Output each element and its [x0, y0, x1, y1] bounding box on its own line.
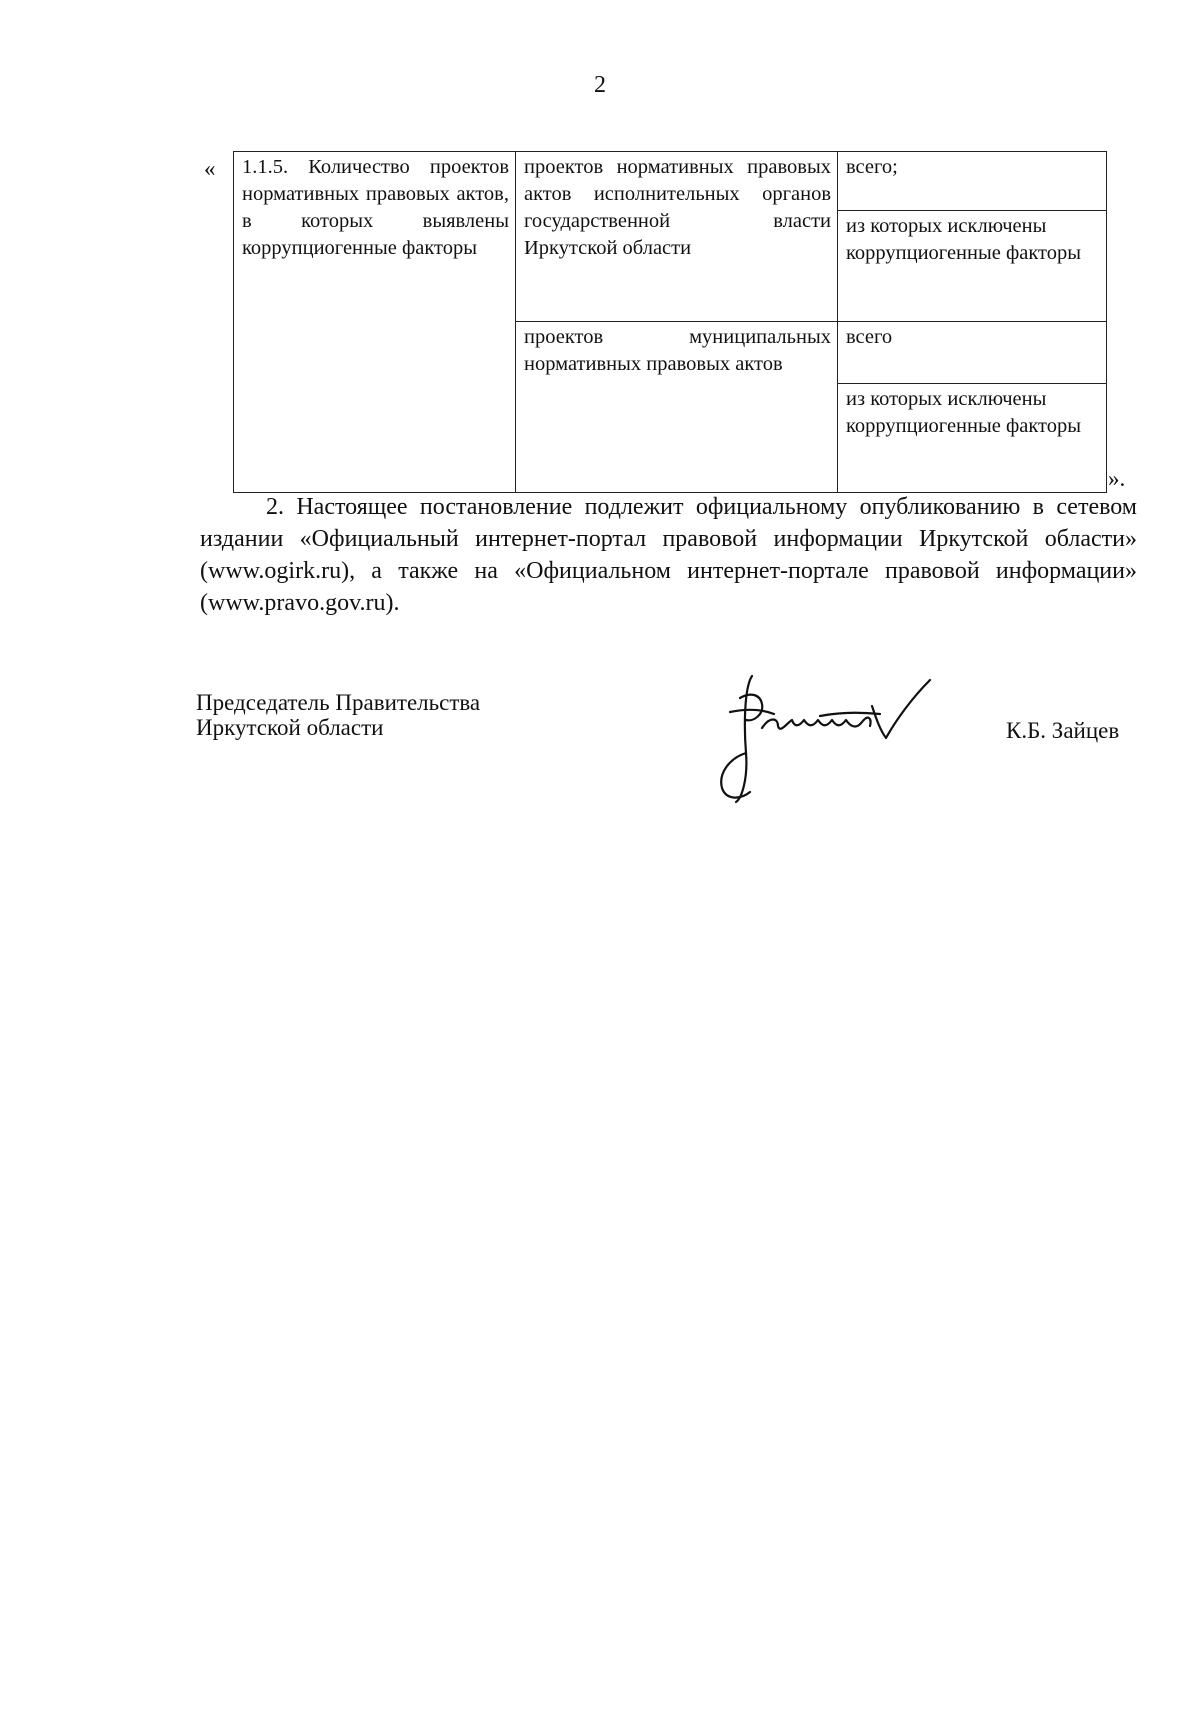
page-number: 2 — [594, 72, 606, 98]
regional-total-cell: всего; — [838, 152, 1107, 211]
signer-title-line-1: Председатель Правительства — [196, 690, 481, 715]
municipal-excluded-cell: из которых исключены коррупциогенные факторы — [838, 384, 1107, 493]
handwritten-signature — [700, 668, 965, 808]
signer-title-line-2: Иркутской области — [196, 715, 384, 740]
open-quote: « — [204, 156, 216, 181]
amendment-table — [233, 151, 1107, 493]
municipal-total-cell: всего — [838, 322, 1107, 384]
category-municipal-cell: проектов муниципальных нормативных правовых актов — [516, 322, 838, 493]
signer-name: К.Б. Зайцев — [1006, 718, 1120, 743]
item-label-cell: 1.1.5. Количество проектов нормативных правовых актов, в которых выявлены коррупциогенные факторы — [234, 152, 516, 493]
close-quote: ». — [1108, 466, 1126, 491]
publication-paragraph: 2. Настоящее постановление подлежит официальному опубликованию в сетевом издании «Официальный интернет-портал правовой информации Иркутской области» (www.ogirk.ru), а также на «Официальном интернет-портале правовой информации» (www.pravo.gov.ru). — [200, 494, 1137, 616]
category-regional-cell: проектов нормативных правовых актов исполнительных органов государственной власти Иркутской области — [516, 152, 838, 322]
signer-title — [196, 690, 480, 740]
regional-excluded-cell: из которых исключены коррупциогенные факторы — [838, 211, 1107, 322]
